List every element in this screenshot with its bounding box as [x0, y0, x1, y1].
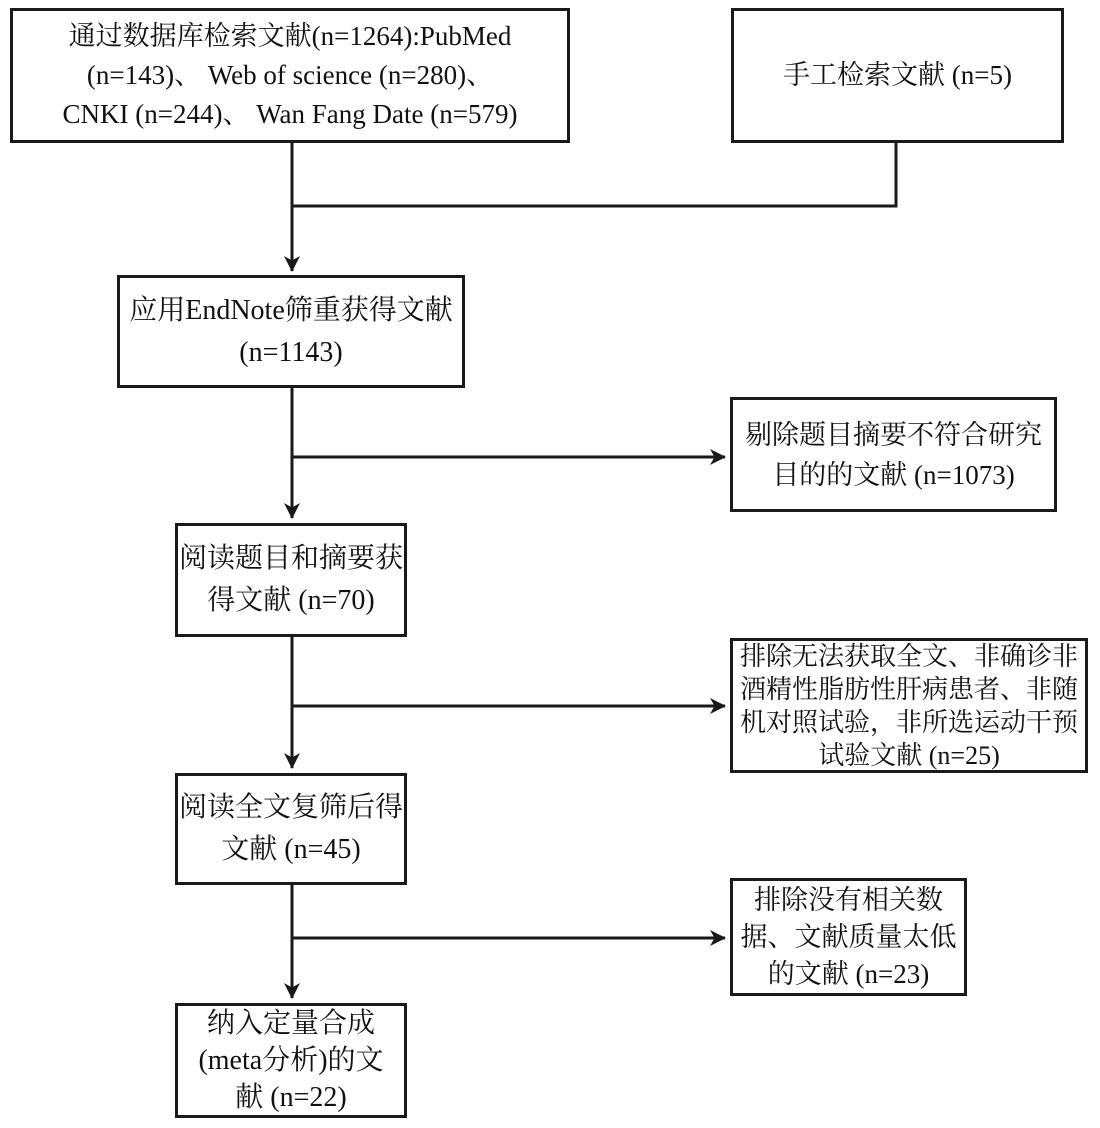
box-excluded-quality-line: 排除没有相关数 [754, 884, 943, 915]
box-meta-included-line: 献 (n=22) [235, 1082, 347, 1113]
box-title-abstract-screen-line: 阅读题目和摘要获 [178, 543, 403, 574]
box-endnote-dedup-line: 应用EndNote筛重获得文献 [129, 294, 453, 326]
box-manual-search-line: 手工检索文献 (n=5) [783, 60, 1012, 90]
box-endnote-dedup-line: (n=1143) [239, 336, 343, 368]
box-excluded-fulltext-line: 排除无法获取全文、非确诊非 [739, 641, 1078, 671]
box-excluded-quality [730, 878, 967, 996]
box-excluded-title-abstract-line: 剔除题目摘要不符合研究 [745, 419, 1042, 450]
box-endnote-dedup [117, 275, 465, 388]
box-database-search-line: (n=143)、 Web of science (n=280)、 [86, 60, 494, 90]
box-fulltext-screen-line: 文献 (n=45) [221, 834, 361, 865]
connector-manual-merge [292, 143, 896, 206]
box-excluded-fulltext-line: 试验文献 (n=25) [818, 740, 1000, 770]
box-excluded-title-abstract [730, 397, 1057, 512]
box-excluded-quality-line: 据、文献质量太低 [740, 921, 957, 952]
box-fulltext-screen-line: 阅读全文复筛后得 [178, 792, 403, 823]
box-meta-included-line: 纳入定量合成 [206, 1008, 375, 1039]
box-database-search [10, 8, 570, 143]
box-excluded-quality-line: 的文献 (n=23) [767, 958, 930, 989]
box-excluded-fulltext-line: 机对照试验，非所选运动干预 [739, 707, 1078, 737]
box-meta-included-line: (meta分析)的文 [198, 1045, 384, 1076]
box-title-abstract-screen-line: 得文献 (n=70) [207, 585, 375, 616]
box-database-search-line: CNKI (n=244)、 Wan Fang Date (n=579) [62, 99, 518, 129]
box-excluded-fulltext-line: 酒精性脂肪性肝病患者、非随 [739, 674, 1078, 704]
box-database-search-line: 通过数据库检索文献(n=1264):PubMed [68, 21, 512, 51]
box-manual-search [731, 8, 1064, 143]
box-fulltext-screen [175, 773, 407, 885]
box-title-abstract-screen [175, 523, 407, 637]
box-excluded-fulltext [730, 638, 1088, 773]
box-meta-included [175, 1003, 407, 1118]
box-excluded-title-abstract-line: 目的的文献 (n=1073) [772, 459, 1015, 490]
